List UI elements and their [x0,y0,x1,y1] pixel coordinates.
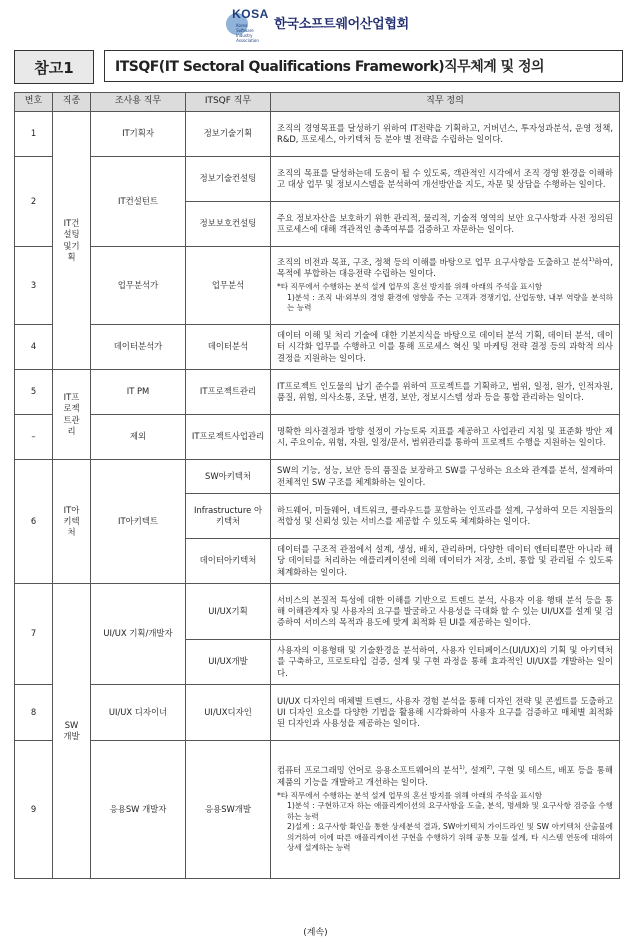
table-row [15,741,620,879]
table-row [15,325,620,370]
header-survey-job: 조사용 직무 [91,93,186,112]
cell-no: 1 [15,112,53,157]
note-intro: *타 직무에서 수행하는 분석 설계 업무의 혼선 방지를 위해 아래의 주석을 표시함 [277,790,543,800]
title-row [14,50,623,84]
table-header-row [15,93,620,112]
definition-note [277,282,613,314]
note-intro: *타 직무에서 수행하는 분석 설계 업무의 혼선 방지를 위해 아래의 주석을 표시함 [277,282,543,292]
cell-no: 2 [15,157,53,247]
footnote-marker: 1) [459,765,465,772]
cell-definition: 사용자의 이용형태 및 기술환경을 분석하여, 사용자 인터페이스(UI/UX)의 기획 및 아키텍처를 구축하고, 프로토타입 검증, 설계 및 구현 과정을 통해 효과적인 UI/UX를 개발하는 일이다. [271,640,620,685]
cell-itsqf: 데이터아키텍처 [186,539,271,584]
header-no: 번호 [15,93,53,112]
cell-definition: IT프로젝트 인도물의 납기 준수를 위하여 프로젝트를 기획하고, 범위, 일정, 원가, 인적자원, 품질, 위험, 의사소통, 조달, 변경, 보안, 정보시스템 성과 등을 통합 관리하는 일이다. [271,370,620,415]
cell-definition: 데이터 이해 및 처리 기술에 대한 기본지식을 바탕으로 데이터 분석 기획, 데이터 분석, 데이터 시각화 업무를 수행하고 이를 통해 프로세스 혁신 및 마케팅 전략 결정 등의 과학적 의사결정을 지원하는 일이다. [271,325,620,370]
definition-note [277,791,613,854]
header-itsqf-job: ITSQF 직무 [186,93,271,112]
cell-definition: UI/UX 디자인의 매체별 트렌드, 사용자 경험 분석을 통해 디자인 전략 및 콘셉트를 도출하고 UI 디자인 요소를 다양한 기법을 활용해 시각화하여 사용자 요구를 검증하고 매체별 최적화된 디자인과 사용성을 제공하는 일이다. [271,685,620,741]
table-row [15,247,620,325]
table-row [15,460,620,494]
cell-itsqf: IT프로젝트사업관리 [186,415,271,460]
kosa-logo [222,7,269,43]
cell-no: – [15,415,53,460]
cell-job: 업무분석가 [91,247,186,325]
table-row [15,584,620,640]
note-item: 1)분석 : 조직 내·외부의 경영 환경에 영향을 주는 고객과 경쟁기업, 산업동향, 내부 역량을 분석하는 능력 [287,292,613,313]
cell-no: 6 [15,460,53,584]
cell-job: 데이터분석가 [91,325,186,370]
cell-category: SW개발 [53,584,91,879]
title-badge: 참고1 [14,50,94,84]
cell-no: 9 [15,741,53,879]
cell-definition: 조직의 경영목표를 달성하기 위하여 IT전략을 기획하고, 거버넌스, 투자성과분석, 운영 정책, R&D, 프로세스, 아키텍처 등 분야 별 전략을 수립하는 일이다. [271,112,620,157]
cell-definition: 명확한 의사결정과 방향 설정이 가능토록 지표를 제공하고 사업관리 지침 및 표준화 방안 제시, 주요이슈, 위험, 자원, 일정/문서, 범위관리를 통하여 프로젝트 수행을 지원하는 일이다. [271,415,620,460]
cell-job: 응용SW 개발자 [91,741,186,879]
cell-itsqf: 정보기술기획 [186,112,271,157]
cell-job: UI/UX 기획/개발자 [91,584,186,685]
definition-text: 컴퓨터 프로그래밍 언어로 응용소프트웨어의 분석 [277,765,460,776]
cell-itsqf: 정보기술컨설팅 [186,157,271,202]
cell-itsqf: IT프로젝트관리 [186,370,271,415]
cell-definition: SW의 기능, 성능, 보안 등의 품질을 보장하고 SW를 구성하는 요소와 관계를 분석, 설계하여 전체적인 SW 구조를 체계화하는 일이다. [271,460,620,494]
cell-category: IT건설팅및기획 [53,112,91,370]
logo-text: KOSA [232,7,269,21]
org-name: 한국소프트웨어산업협회 [274,16,409,32]
cell-definition: 하드웨어, 미들웨어, 네트워크, 클라우드를 포함하는 인프라를 설계, 구성하여 모든 지원들의 적합성 및 신뢰성 있는 서비스를 제공할 수 있도록 체계화하는 일이다. [271,494,620,539]
cell-job: IT PM [91,370,186,415]
cell-no: 5 [15,370,53,415]
page-title: ITSQF(IT Sectoral Qualifications Framework)직무체계 및 정의 [104,50,623,82]
definition-text-mid: , 설계 [464,765,487,776]
definition-text-tail: 하여, 목적에 부합하는 대응전략 수립하는 일이다. [277,257,613,279]
cell-definition: 데이터를 구조적 관점에서 설계, 생성, 배치, 관리하며, 다양한 데이터 엔터티뿐만 아니라 해당 데이터를 처리하는 애플리케이션에 의해 데이터가 저장, 소비, 통합 및 관리될 수 있도록 체계화하는 일이다. [271,539,620,584]
cell-itsqf: 응용SW개발 [186,741,271,879]
job-definition-table [14,92,620,879]
note-item: 2)설계 : 요구사항 확인을 통한 상세분석 결과, SW아키텍처 가이드라인 및 SW 아키텍처 산출물에 의거하여 이에 따른 애플리케이션 구현을 수행하기 위해 공통 모듈 설계, 타 시스템 연동에 대하여 상세 설계하는 능력 [287,822,613,853]
job-table-wrap [14,92,619,879]
cell-itsqf: 정보보호컨설팅 [186,202,271,247]
cell-job: IT기획자 [91,112,186,157]
cell-category: IT프로젝트관리 [53,370,91,460]
header-category: 직종 [53,93,91,112]
cell-itsqf: SW아키텍처 [186,460,271,494]
cell-job: IT컨설턴트 [91,157,186,247]
cell-definition [271,741,620,879]
cell-definition: 주요 정보자산을 보호하기 위한 관리적, 물리적, 기술적 영역의 보안 요구사항과 사전 정의된 프로세스에 대해 객관적인 충족여부를 검증하고 자문하는 일이다. [271,202,620,247]
logo-subtext: Korea Software Industry Association [236,23,259,43]
table-row [15,685,620,741]
cell-no: 7 [15,584,53,685]
cell-job: IT아키텍트 [91,460,186,584]
cell-definition [271,247,620,325]
header-definition: 직무 정의 [271,93,620,112]
cell-definition: 서비스의 본질적 특성에 대한 이해를 기반으로 트렌드 분석, 사용자 이용 행태 분석 등을 통해 이해관계자 및 사용자의 요구를 발굴하고 사용성을 극대화 할 수 있는 UI/UX를 설계 및 검증하여 서비스의 목적과 용도에 맞게 최적화 된 UI를 제공하는 일이다. [271,584,620,640]
table-row [15,415,620,460]
table-row [15,157,620,202]
definition-text: 조직의 비전과 목표, 구조, 정책 등의 이해를 바탕으로 업무 요구사항을 도출하고 분석 [277,257,589,268]
cell-itsqf: 데이터분석 [186,325,271,370]
cell-no: 8 [15,685,53,741]
continued-label: (계속) [303,928,328,938]
table-row [15,370,620,415]
cell-definition: 조직의 목표를 달성하는데 도움이 될 수 있도록, 객관적인 시각에서 조직 경영 환경을 이해하고 대상 업무 및 정보시스템을 분석하여 개선방안을 지도, 자문 및 상담을 수행하는 일이다. [271,157,620,202]
definition-text-tail: , 구현 및 테스트, 배포 등을 통해 제품의 기능을 개발하고 개선하는 일이다. [277,765,613,787]
cell-itsqf: UI/UX개발 [186,640,271,685]
cell-category: IT아키텍처 [53,460,91,584]
table-row [15,112,620,157]
cell-itsqf: UI/UX기획 [186,584,271,640]
cell-job: 제외 [91,415,186,460]
cell-no: 4 [15,325,53,370]
footnote-marker: 2) [486,765,493,772]
cell-job: UI/UX 디자이너 [91,685,186,741]
cell-no: 3 [15,247,53,325]
cell-itsqf: Infrastructure 아키텍처 [186,494,271,539]
cell-itsqf: UI/UX디자인 [186,685,271,741]
header [0,6,631,43]
cell-itsqf: 업무분석 [186,247,271,325]
note-item: 1)분석 : 구현하고자 하는 애플리케이션의 요구사항을 도출, 분석, 명세화 및 요구사항 검증을 수행하는 능력 [287,801,613,821]
footnote-marker: 1) [588,257,595,264]
